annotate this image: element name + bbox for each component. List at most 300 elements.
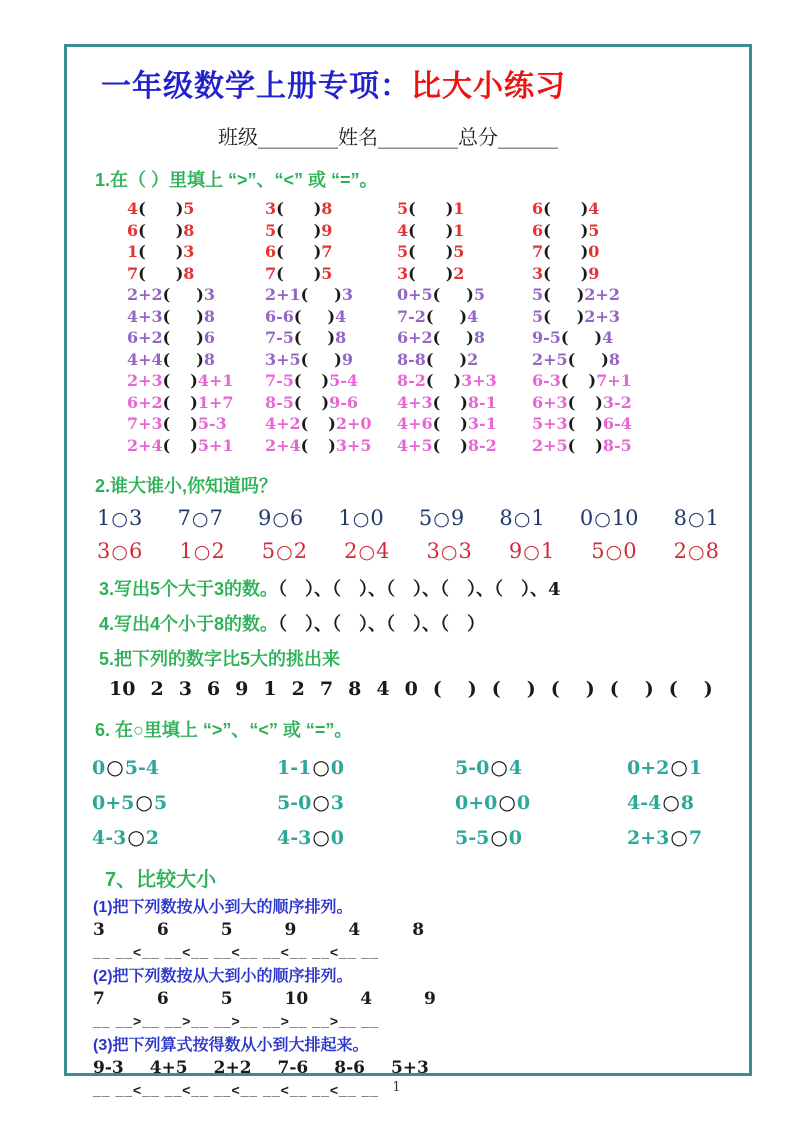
paren-close: ) [175,263,184,283]
compare-item [532,284,749,306]
right-value: 3-1 [467,414,497,433]
circle-compare-item [92,820,277,855]
paren-open: ( [425,306,434,326]
paren-close: ) [595,392,603,412]
number-item: 7 [319,678,334,700]
right-value: 9 [450,506,465,530]
paren-close: ) [453,371,462,390]
answer-paren-pair [492,678,536,700]
compare-item [532,435,749,457]
left-value: 6+3 [532,392,568,412]
paren-open: ( [567,349,576,369]
section1-row [127,306,749,328]
circle-blank: ○ [312,755,330,779]
right-value: 4 [588,199,600,218]
compare-item [265,370,397,392]
circle-compare-item [419,502,464,535]
compare-item [397,327,532,349]
section1-row [127,392,749,414]
right-value: 3 [330,792,345,814]
paren-close: ) [445,199,454,218]
circle-blank: ○ [670,755,688,779]
left-value: 5 [532,285,544,304]
section1-row [127,241,749,263]
paren-open: ( [668,678,678,700]
compare-item [532,349,749,371]
right-value: 5-4 [124,757,160,779]
subsection-label: (2)把下列数按从大到小的顺序排列。 [93,968,353,985]
right-value: 8 [183,263,195,283]
circle-blank: ○ [111,508,128,530]
left-value: 1 [127,242,139,261]
paren-close: ) [445,263,454,283]
left-value: 3 [97,539,111,563]
number-item: 9-3 [93,1058,124,1078]
left-value: 8-2 [397,371,426,390]
circle-compare-item [591,535,636,568]
paren-open: ( [162,371,171,390]
section1-row [127,220,749,242]
section4-heading: 4.写出4个小于8的数。 [99,614,279,634]
left-value: 3 [532,263,544,283]
right-value: 8 [183,220,195,240]
left-value: 2 [673,539,687,563]
section1-row [127,284,749,306]
paren-close: ) [196,306,204,326]
section7-heading: 7、比较大小 [105,869,217,891]
left-value: 7 [127,263,139,283]
paren-close: ) [594,328,603,347]
paren-open: ( [138,263,146,283]
paren-close: ) [467,678,477,700]
circle-compare-item [179,535,224,568]
number-item: 3 [93,920,105,940]
ordering-blanks: __ __<__ __<__ __<__ __<__ __<__ __ [93,1082,380,1098]
right-value: 8 [680,792,695,814]
paren-open: ( [138,242,146,261]
left-value: 6 [532,199,544,218]
compare-item [532,220,749,242]
compare-item [532,306,749,328]
right-value: 4+1 [197,371,234,390]
left-value: 4-3 [92,827,127,849]
compare-item [127,392,265,414]
paren-open: ( [162,414,171,433]
compare-item [127,306,265,328]
title-part-red: 比大小练习 [411,70,566,103]
number-item: 5 [220,989,233,1009]
left-value: 9-5 [532,328,561,347]
circle-blank: ○ [106,755,124,779]
left-value: 8 [499,506,513,530]
section7-subsection [93,965,749,1032]
paren-open: ( [543,306,551,326]
left-value: 6-6 [265,306,294,326]
paren-close: ) [466,328,474,347]
right-value: 8-1 [467,392,497,412]
ordering-blanks: __ __>__ __>__ __>__ __>__ __>__ __ [93,1013,380,1029]
circle-compare-item [97,502,142,535]
paren-close: ) [580,199,589,218]
answer-paren-pair [551,678,595,700]
right-value: 3+3 [461,371,497,390]
right-value: 5 [153,792,168,814]
compare-item [397,306,532,328]
left-value: 8 [673,506,688,530]
left-value: 4+2 [265,414,301,433]
number-item: 4 [376,678,390,700]
circle-blank: ○ [688,541,705,563]
paren-close: ) [313,242,322,261]
left-value: 2 [344,539,358,563]
left-value: 4+3 [397,392,433,412]
paren-open: ( [162,349,171,369]
circle-blank: ○ [352,508,370,530]
circle-compare-item [344,535,389,568]
paren-open: ( [550,678,560,700]
right-value: 5 [321,263,333,283]
number-item: 9 [235,678,249,700]
left-value: 0+5 [397,285,433,304]
right-value: 5 [473,285,485,304]
compare-item [265,284,397,306]
paren-open: ( [300,414,309,433]
compare-item [265,413,397,435]
right-value: 2 [211,539,225,563]
paren-open: ( [432,414,441,433]
number-item: 7-6 [277,1058,309,1078]
paren-close: ) [595,435,603,455]
number-item: 5+3 [390,1058,429,1078]
left-value: 4 [127,199,139,218]
compare-item [127,435,265,457]
subsection-numbers [93,988,749,1011]
paren-close: ) [580,263,589,283]
paren-close: ) [585,678,595,700]
section5-heading: 5.把下列的数字比5大的挑出来 [99,649,341,669]
compare-item [397,220,532,242]
section2-row [97,502,719,535]
answer-paren-pair [610,678,654,700]
section1-row [127,263,749,285]
right-value: 1 [688,757,703,779]
paren-close: ) [327,328,336,347]
section4-blanks: （ ）、（ ）、（ ）、（ ） [278,614,486,635]
left-value: 5 [261,539,276,563]
left-value: 7+3 [127,414,163,433]
right-value: 2 [467,349,479,369]
compare-item [532,198,749,220]
paren-open: ( [138,199,146,218]
left-value: 7 [177,506,191,530]
section1-row [127,327,749,349]
right-value: 0 [370,506,384,530]
circle-compare-item [627,750,749,785]
right-value: 5-3 [197,414,227,433]
left-value: 7 [532,242,544,261]
left-value: 1 [179,539,193,563]
right-value: 5 [453,242,465,261]
compare-item [265,306,397,328]
paren-open: ( [293,371,302,390]
circle-blank: ○ [433,508,450,530]
paren-open: ( [162,328,171,347]
paren-open: ( [276,263,284,283]
paren-open: ( [162,392,171,412]
compare-item [127,413,265,435]
left-value: 1 [338,506,352,530]
paren-open: ( [543,220,551,240]
left-value: 3 [397,263,409,283]
left-value: 4+6 [397,414,433,433]
right-value: 8-2 [467,435,497,455]
paren-open: ( [300,349,309,369]
compare-item [532,263,749,285]
right-value: 0 [516,792,531,814]
circle-compare-item [277,785,455,820]
left-value: 0+0 [455,792,498,814]
circle-blank: ○ [111,541,128,563]
right-value: 2+3 [584,306,620,326]
paren-close: ) [190,392,198,412]
compare-item [265,435,397,457]
compare-item [397,241,532,263]
paren-open: ( [408,220,416,240]
paren-close: ) [588,371,597,390]
left-value: 9 [508,539,523,563]
circle-compare-item [627,820,749,855]
right-value: 3 [183,242,195,261]
compare-item [265,198,397,220]
paren-close: ) [190,435,198,455]
compare-item [532,370,749,392]
subsection-numbers [93,1057,749,1080]
paren-close: ) [327,306,336,326]
paren-close: ) [334,285,342,304]
right-value: 9 [588,263,600,283]
compare-item [265,241,397,263]
paren-open: ( [543,263,551,283]
section6-row [92,750,749,785]
compare-item [397,263,532,285]
paren-close: ) [328,414,336,433]
left-value: 2+1 [265,285,301,304]
right-value: 9 [321,220,333,240]
left-value: 7-2 [397,306,426,326]
circle-compare-item [262,535,307,568]
left-value: 2+3 [127,371,163,390]
paren-close: ) [190,414,198,433]
paren-close: ) [580,220,589,240]
answer-paren-pair [433,678,477,700]
left-value: 5 [397,199,409,218]
right-value: 2 [145,827,160,849]
right-value: 2 [293,539,308,563]
right-value: 8 [203,349,215,369]
paren-close: ) [196,285,204,304]
circle-compare-item [455,820,627,855]
number-item: 2+2 [213,1058,252,1078]
right-value: 9 [341,349,353,369]
paren-open: ( [560,371,569,390]
paren-close: ) [526,678,536,700]
compare-item [397,413,532,435]
paren-close: ) [459,349,468,369]
compare-item [265,349,397,371]
compare-item [265,220,397,242]
left-value: 6+2 [127,392,163,412]
right-value: 1 [705,506,719,530]
compare-item [127,349,265,371]
answer-paren-pair [669,678,713,700]
paren-close: ) [313,263,322,283]
paren-open: ( [276,220,284,240]
number-item: 4 [348,920,361,940]
circle-compare-item [455,750,627,785]
compare-item [127,241,265,263]
left-value: 6 [127,220,139,240]
paren-close: ) [334,349,342,369]
section1-heading: 1.在（ ）里填上 “>”、“<” 或 “=”。 [95,170,378,190]
section6-circle-grid [92,750,749,855]
compare-item [127,370,265,392]
compare-item [265,327,397,349]
paren-open: ( [432,678,442,700]
paren-close: ) [445,242,454,261]
left-value: 2+4 [127,435,163,455]
paren-open: ( [432,328,441,347]
section1-row [127,435,749,457]
number-item: 9 [424,989,436,1009]
subsection-label: (3)把下列算式按得数从小到大排起来。 [93,1037,369,1054]
left-value: 4 [397,220,409,240]
number-item: 8 [412,920,425,940]
compare-item [265,263,397,285]
right-value: 0 [588,242,600,261]
right-value: 4 [376,539,390,563]
circle-blank: ○ [127,825,145,849]
right-value: 10 [611,506,639,530]
number-item: 9 [284,920,297,940]
circle-blank: ○ [191,508,209,530]
circle-compare-item [277,750,455,785]
number-item: 6 [206,678,221,700]
circle-blank: ○ [135,790,153,814]
left-value: 3 [426,539,440,563]
circle-compare-item [499,502,544,535]
right-value: 0 [508,827,523,849]
right-value: 1 [453,199,465,218]
circle-compare-item [427,535,472,568]
subsection-label: (1)把下列数按从小到大的顺序排列。 [93,899,353,916]
section1-row [127,413,749,435]
right-value: 2+2 [584,285,620,304]
paren-close: ) [175,220,184,240]
circle-compare-item [580,502,639,535]
paren-close: ) [466,285,474,304]
left-value: 5-0 [277,792,312,814]
section2-circle-grid [97,502,719,568]
circle-blank: ○ [670,825,688,849]
left-value: 8-8 [397,349,426,369]
number-item: 8-6 [334,1058,365,1078]
compare-item [265,392,397,414]
paren-open: ( [276,242,284,261]
circle-compare-item [455,785,627,820]
circle-blank: ○ [523,541,540,563]
paren-close: ) [190,371,198,390]
left-value: 5-0 [455,757,490,779]
right-value: 8 [335,328,347,347]
left-value: 2+5 [532,349,568,369]
right-value: 8 [705,539,719,563]
paren-open: ( [162,435,171,455]
section6-row [92,785,749,820]
section3-line [99,576,749,603]
paren-open: ( [609,678,619,700]
paren-close: ) [196,328,204,347]
section2-row [97,535,719,568]
paren-close: ) [576,285,585,304]
compare-item [532,241,749,263]
paren-close: ) [644,678,654,700]
right-value: 7 [688,827,703,849]
subsection-numbers [93,919,749,942]
right-value: 5 [588,220,600,240]
section7-subsections [93,896,749,1101]
right-value: 5 [183,199,195,218]
circle-compare-item [338,502,383,535]
left-value: 4-3 [277,827,312,849]
paren-open: ( [293,328,302,347]
title-part-blue: 一年级数学上册专项： [101,70,411,103]
circle-blank: ○ [272,508,289,530]
paren-open: ( [293,392,302,412]
section2-heading: 2.谁大谁小,你知道吗？ [95,476,278,496]
right-value: 1 [531,506,545,530]
paren-close: ) [175,242,184,261]
right-value: 4 [602,328,614,347]
section3-blanks: （ ）、（ ）、（ ）、（ ）、（ ）、4 [278,579,561,600]
paren-open: ( [560,328,569,347]
right-value: 2 [453,263,465,283]
right-value: 8-5 [602,435,632,455]
right-value: 7 [209,506,223,530]
paren-close: ) [196,349,204,369]
paren-close: ) [460,392,468,412]
page-number: 1 [392,1080,401,1095]
paren-open: ( [408,263,416,283]
left-value: 5 [397,242,409,261]
right-value: 4 [508,757,523,779]
compare-item [397,284,532,306]
compare-item [127,198,265,220]
left-value: 0 [579,506,594,530]
paren-close: ) [313,220,322,240]
left-value: 1-1 [277,757,312,779]
paren-close: ) [460,435,468,455]
paren-open: ( [162,306,171,326]
right-value: 0 [330,757,345,779]
left-value: 7-5 [265,371,294,390]
paren-open: ( [138,220,146,240]
right-value: 6-4 [602,414,632,433]
paren-open: ( [543,242,551,261]
compare-item [127,263,265,285]
section1-row [127,198,749,220]
section1-row [127,370,749,392]
left-value: 4+4 [127,349,163,369]
